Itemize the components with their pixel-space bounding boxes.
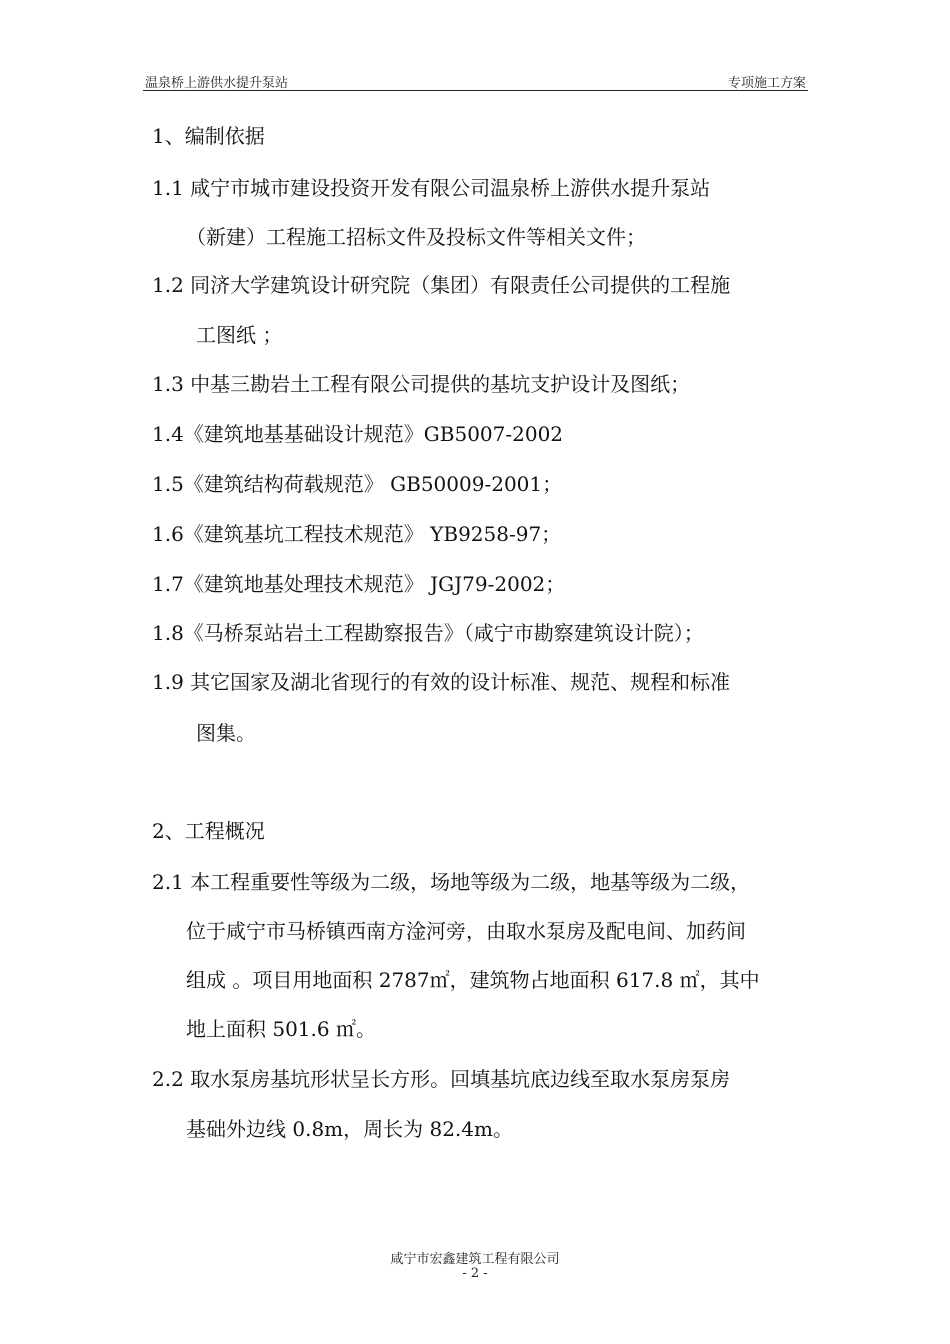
page-header — [143, 68, 808, 91]
list-item-2-2: 2.2 取水泵房基坑形状呈长方形。回填基坑底边线至取水泵房泵房 — [152, 1067, 731, 1091]
list-item-1-2: 1.2 同济大学建筑设计研究院（集团）有限责任公司提供的工程施 — [152, 273, 731, 297]
section-2-title: 2、工程概况 — [152, 819, 265, 843]
section-1-title: 1、编制依据 — [152, 124, 265, 148]
list-item-1-8: 1.8《马桥泵站岩土工程勘察报告》（咸宁市勘察建筑设计院）； — [152, 621, 704, 645]
header-doc-type: 专项施工方案 — [727, 76, 806, 91]
list-item-2-1: 2.1 本工程重要性等级为二级，场地等级为二级，地基等级为二级， — [152, 870, 751, 894]
list-item-1-9: 1.9 其它国家及湖北省现行的有效的设计标准、规范、规程和标准 — [152, 670, 731, 694]
list-item-1-2-cont: 工图纸 ； — [196, 323, 283, 347]
page-number: - 2 - — [462, 1266, 488, 1281]
header-project-name: 温泉桥上游供水提升泵站 — [145, 76, 289, 91]
list-item-1-7: 1.7《建筑地基处理技术规范》 JGJ79-2002； — [152, 572, 566, 596]
list-item-1-6: 1.6《建筑基坑工程技术规范》 YB9258-97； — [152, 522, 562, 546]
list-item-1-5: 1.5《建筑结构荷载规范》 GB50009-2001； — [152, 472, 563, 496]
list-item-1-1: 1.1 咸宁市城市建设投资开发有限公司温泉桥上游供水提升泵站 — [152, 176, 711, 200]
list-item-1-9-cont: 图集。 — [196, 721, 256, 745]
list-item-2-1-cont-2: 组成 。项目用地面积 2787㎡，建筑物占地面积 617.8 ㎡，其中 — [186, 968, 760, 992]
footer-company: 咸宁市宏鑫建筑工程有限公司 — [390, 1252, 560, 1267]
list-item-1-1-cont: （新建）工程施工招标文件及投标文件等相关文件； — [186, 225, 646, 249]
list-item-1-4: 1.4《建筑地基基础设计规范》GB5007-2002 — [152, 422, 564, 446]
list-item-2-2-cont: 基础外边线 0.8m，周长为 82.4m。 — [186, 1117, 513, 1141]
list-item-2-1-cont-3: 地上面积 501.6 ㎡。 — [186, 1017, 376, 1041]
list-item-1-3: 1.3 中基三勘岩土工程有限公司提供的基坑支护设计及图纸； — [152, 372, 691, 396]
list-item-2-1-cont-1: 位于咸宁市马桥镇西南方淦河旁，由取水泵房及配电间、加药间 — [186, 919, 746, 943]
